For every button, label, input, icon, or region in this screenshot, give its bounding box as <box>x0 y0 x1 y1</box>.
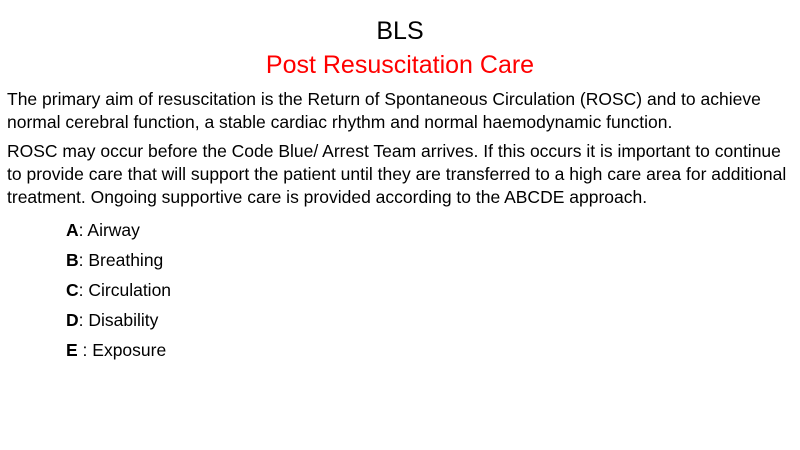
abcde-letter: C <box>66 280 79 300</box>
title-block <box>0 14 800 82</box>
abcde-text: : Exposure <box>77 340 167 360</box>
abcde-letter: E <box>66 340 78 360</box>
abcde-text: : Breathing <box>78 250 164 270</box>
slide-body <box>7 88 795 365</box>
abcde-text: : Circulation <box>78 280 172 300</box>
abcde-item-breathing <box>66 245 795 275</box>
slide-title: BLS <box>376 17 424 45</box>
abcde-text: : Airway <box>78 220 140 240</box>
abcde-item-exposure <box>66 335 795 365</box>
abcde-item-circulation <box>66 275 795 305</box>
abcde-item-disability <box>66 305 795 335</box>
slide-subtitle: Post Resuscitation Care <box>265 51 535 79</box>
abcde-item-airway <box>66 215 795 245</box>
rosc-paragraph: ROSC may occur before the Code Blue/ Arrest Team arrives. If this occurs it is important to continue to provide care that will support the patient until they are transferred to a high care area for additional treatment. Ongoing supportive care is provided according to the ABCDE approach. <box>7 141 787 207</box>
abcde-letter: D <box>66 310 79 330</box>
abcde-text: : Disability <box>78 310 159 330</box>
intro-paragraph: The primary aim of resuscitation is the Return of Spontaneous Circulation (ROSC) and to achieve normal cerebral function, a stable cardiac rhythm and normal haemodynamic function. <box>7 89 761 132</box>
abcde-list <box>7 215 795 365</box>
abcde-letter: B <box>66 250 79 270</box>
abcde-letter: A <box>66 220 79 240</box>
